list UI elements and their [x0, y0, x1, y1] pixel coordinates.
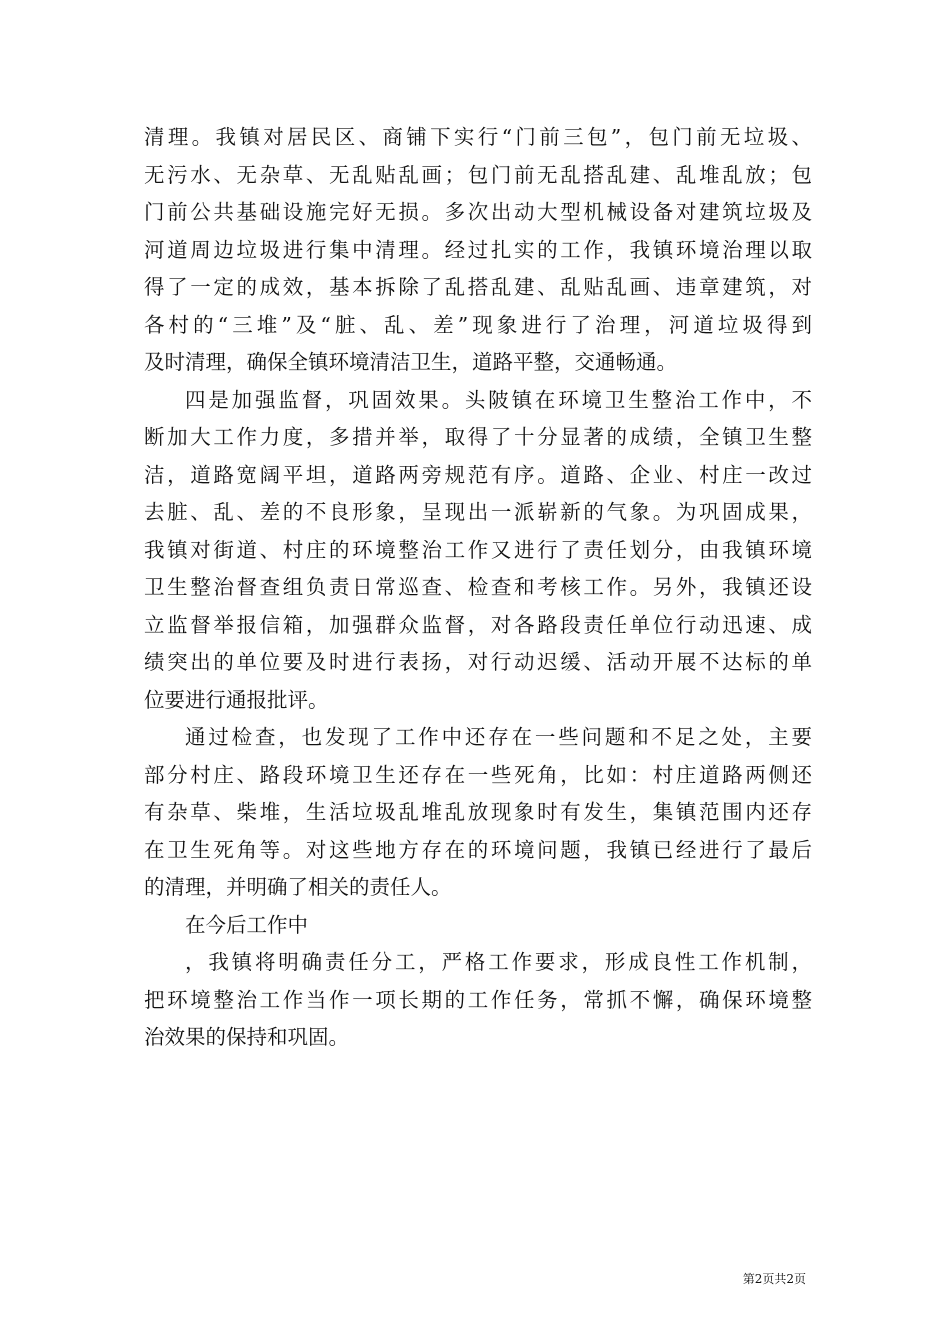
text-line: 河道周边垃圾进行集中清理。经过扎实的工作，我镇环境治理以取	[144, 237, 812, 262]
text-line: 有杂草、柴堆，生活垃圾乱堆乱放现象时有发生，集镇范围内还存	[144, 800, 812, 824]
text-line: 去脏、乱、差的不良形象，呈现出一派崭新的气象。为巩固成果，	[144, 500, 812, 524]
text-line: 卫生整治督查组负责日常巡查、检查和考核工作。另外，我镇还设	[144, 575, 812, 599]
text-line: 治效果的保持和巩固。	[144, 1025, 349, 1049]
text-line: 部分村庄、路段环境卫生还存在一些死角，比如：村庄道路两侧还	[144, 762, 812, 787]
page-number: 第2页共2页	[742, 1272, 806, 1286]
text-line: 立监督举报信箱，加强群众监督，对各路段责任单位行动迅速、成	[144, 612, 812, 637]
text-line: 在今后工作中	[185, 912, 308, 937]
document-body	[144, 119, 812, 1057]
text-line: 门前公共基础设施完好无损。多次出动大型机械设备对建筑垃圾及	[144, 200, 812, 224]
text-line: 把环境整治工作当作一项长期的工作任务，常抓不懈，确保环境整	[144, 987, 812, 1012]
text-line: 四是加强监督，巩固效果。头陂镇在环境卫生整治工作中，不	[185, 387, 812, 412]
text-line: 的清理，并明确了相关的责任人。	[144, 875, 452, 899]
text-line: 无污水、无杂草、无乱贴乱画；包门前无乱搭乱建、乱堆乱放；包	[144, 162, 812, 187]
text-line: 及时清理，确保全镇环境清洁卫生，道路平整，交通畅通。	[144, 350, 677, 374]
text-line: 在卫生死角等。对这些地方存在的环境问题，我镇已经进行了最后	[144, 837, 812, 862]
text-line: 通过检查，也发现了工作中还存在一些问题和不足之处，主要	[185, 725, 812, 749]
text-line: 我镇对街道、村庄的环境整治工作又进行了责任划分，由我镇环境	[144, 537, 812, 562]
text-line: 清理。我镇对居民区、商铺下实行“门前三包”，包门前无垃圾、	[144, 125, 812, 149]
text-line: 绩突出的单位要及时进行表扬，对行动迟缓、活动开展不达标的单	[144, 650, 812, 674]
text-line: 位要进行通报批评。	[144, 687, 329, 712]
text-line: ，我镇将明确责任分工，严格工作要求，形成良性工作机制，	[185, 950, 812, 974]
text-line: 得了一定的成效，基本拆除了乱搭乱建、乱贴乱画、违章建筑，对	[144, 275, 812, 299]
text-line: 断加大工作力度，多措并举，取得了十分显著的成绩，全镇卫生整	[144, 425, 812, 449]
text-line: 各村的“三堆”及“脏、乱、差”现象进行了治理，河道垃圾得到	[144, 312, 812, 337]
text-line: 洁，道路宽阔平坦，道路两旁规范有序。道路、企业、村庄一改过	[144, 462, 812, 487]
